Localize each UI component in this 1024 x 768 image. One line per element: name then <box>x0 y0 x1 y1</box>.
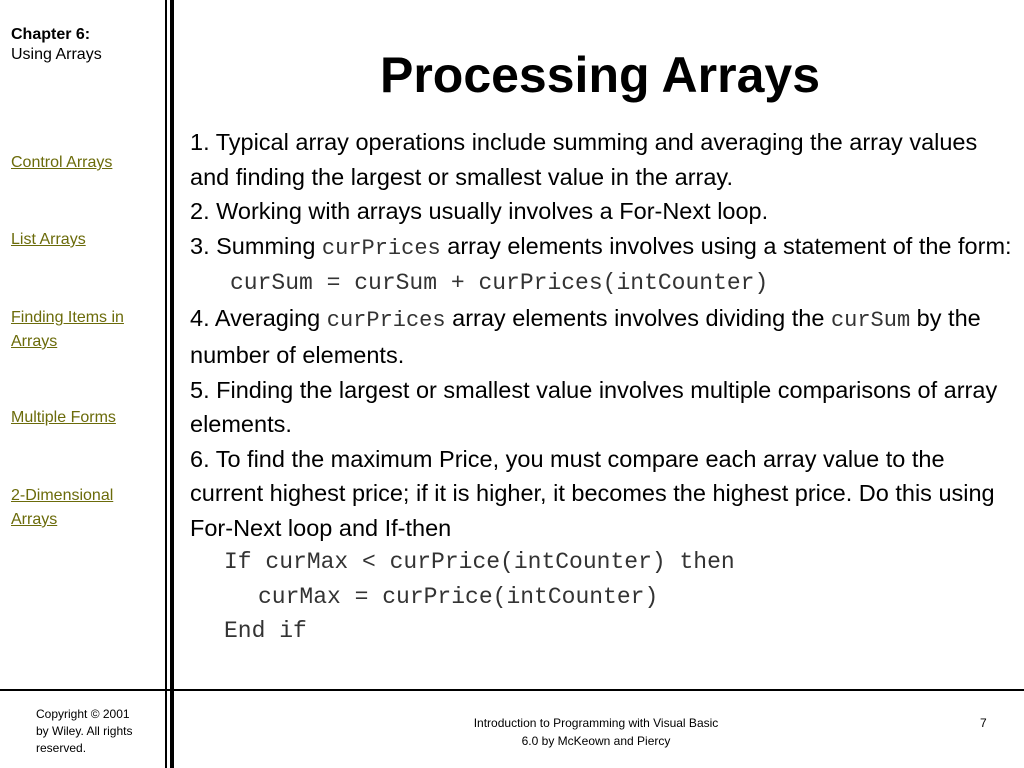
book-citation-line-1: Introduction to Programming with Visual Basic <box>473 716 719 730</box>
point-4-text-end: by the number of elements. <box>190 304 981 368</box>
nav-link-control-arrays[interactable] <box>11 151 161 175</box>
point-1: 1. Typical array operations include summing and averaging the array values and finding the largest or smallest value in the array. <box>190 129 978 190</box>
copyright-line-3: reserved. <box>36 741 87 755</box>
nav-link-label-line1: 2-Dimensional <box>11 487 114 504</box>
page-number: 7 <box>980 716 987 730</box>
nav-link-list-arrays[interactable] <box>11 228 161 252</box>
sidebar-divider-thick <box>170 0 174 768</box>
code-line-end-if: End if <box>224 618 307 644</box>
chapter-subtitle: Using Arrays <box>11 46 102 63</box>
footer-divider <box>0 689 1024 691</box>
sidebar-divider-thin <box>165 0 167 768</box>
nav-link-multiple-forms[interactable] <box>11 406 161 430</box>
sum-statement-code: curSum = curSum + curPrices(intCounter) <box>230 270 769 296</box>
nav-link-label: Multiple Forms <box>11 409 116 426</box>
nav-link-label-line1: Finding Items in <box>11 309 124 326</box>
code-line-assign: curMax = curPrice(intCounter) <box>258 583 659 610</box>
slide-body <box>190 125 1020 649</box>
copyright-line-2: by Wiley. All rights <box>36 724 133 738</box>
chapter-heading <box>11 25 161 65</box>
point-4-text-middle: array elements involves dividing the <box>445 304 831 331</box>
nav-link-label: List Arrays <box>11 231 86 248</box>
code-line-if: If curMax < curPrice(intCounter) then <box>224 549 735 575</box>
point-3 <box>190 229 1020 267</box>
nav-link-label-line2: Arrays <box>11 333 58 350</box>
point-3-text-start: 3. Summing <box>190 232 322 259</box>
point-3-inline-code: curPrices <box>321 235 441 261</box>
chapter-title: Chapter 6: <box>11 26 91 43</box>
point-3-text-end: array elements involves using a statement of the form: <box>440 232 1012 259</box>
book-citation-line-2: 6.0 by McKeown and Piercy <box>521 734 671 748</box>
nav-link-2d-arrays[interactable] <box>11 484 161 532</box>
slide-title: Processing Arrays <box>379 47 821 103</box>
nav-link-label: Control Arrays <box>11 154 113 171</box>
point-6: 6. To find the maximum Price, you must compare each array value to the current highest price; if it is higher, it becomes the highest price. Do this using For-Next loop and If-then <box>190 445 995 541</box>
point-4-inline-code: curPrices <box>326 307 446 333</box>
nav-link-label-line2: Arrays <box>11 511 58 528</box>
copyright-line-1: Copyright © 2001 <box>36 707 130 721</box>
point-4 <box>190 301 1020 373</box>
copyright-notice <box>36 706 166 757</box>
point-4-text-start: 4. Averaging <box>190 304 327 331</box>
nav-link-finding-items[interactable] <box>11 306 161 354</box>
point-5: 5. Finding the largest or smallest value involves multiple comparisons of array elements. <box>190 376 998 437</box>
point-2: 2. Working with arrays usually involves a For-Next loop. <box>190 198 769 224</box>
book-citation <box>420 714 772 750</box>
point-4-inline-code-2: curSum <box>830 307 911 333</box>
